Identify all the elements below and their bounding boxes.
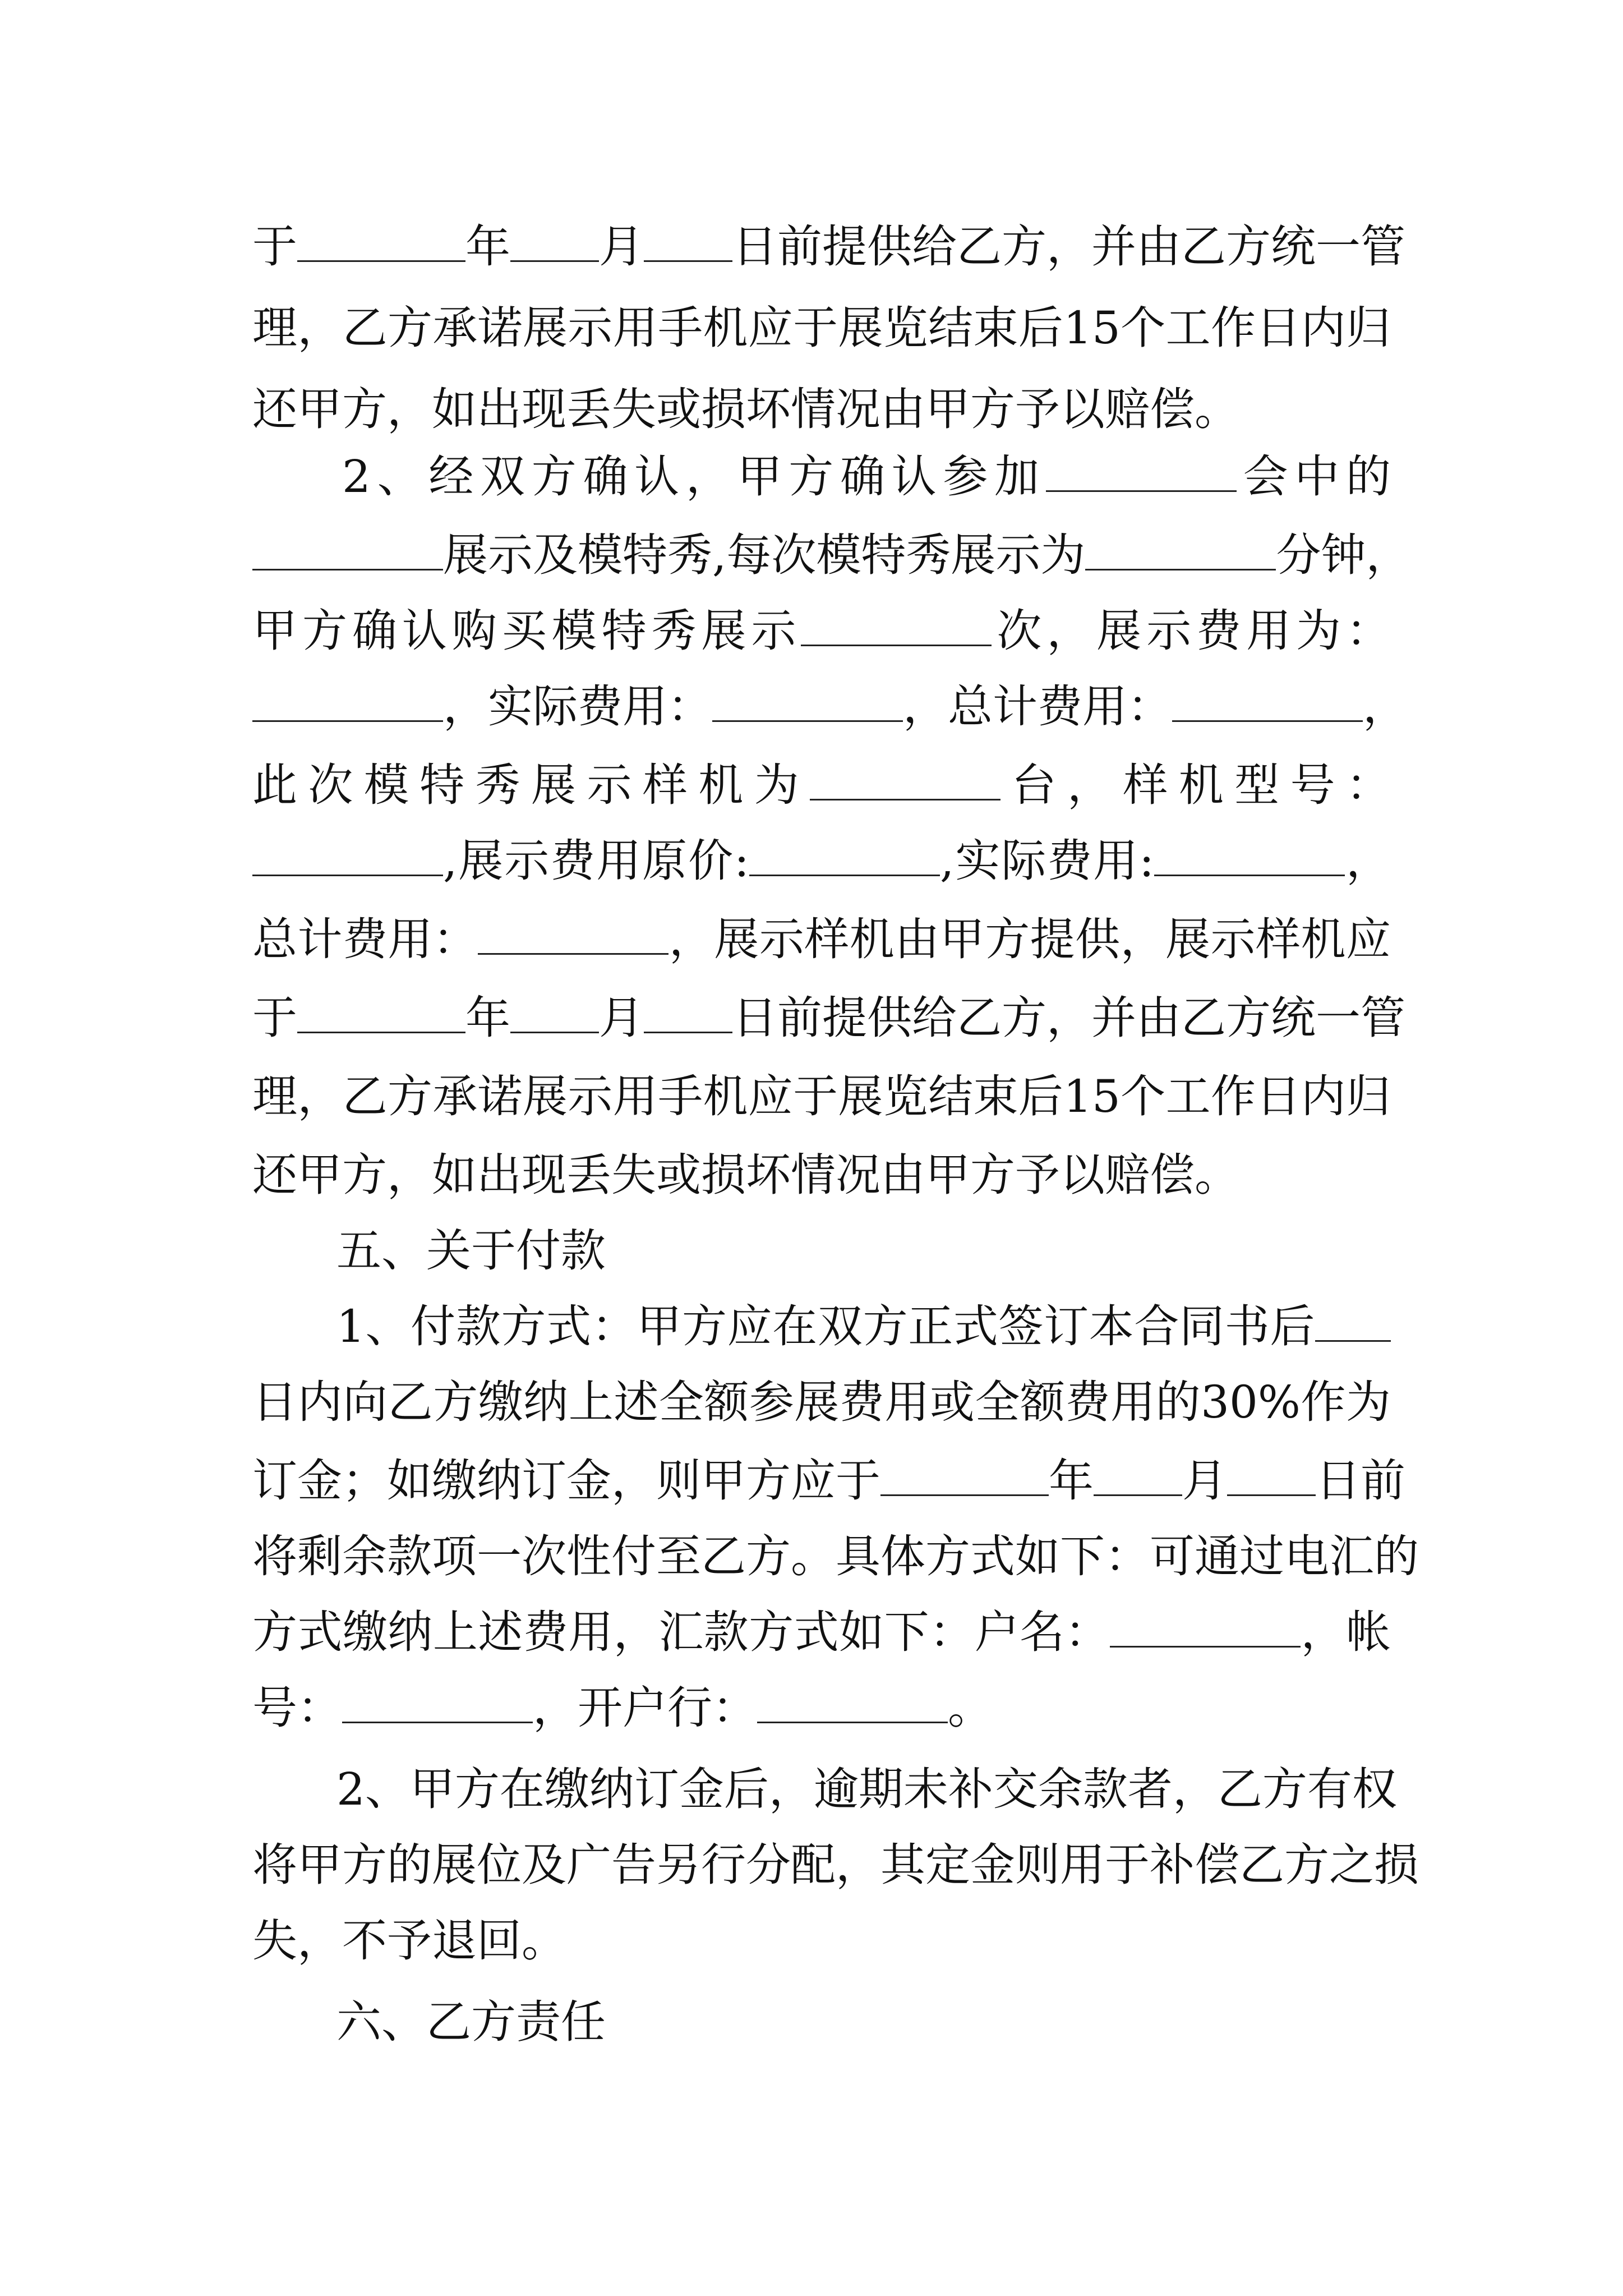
month-blank[interactable] bbox=[510, 990, 599, 1033]
text-line: 于 年 月 日前提供给乙方，并由乙方统一管 bbox=[252, 984, 1391, 1052]
total-blank[interactable] bbox=[478, 912, 668, 955]
bank-blank[interactable] bbox=[757, 1680, 948, 1723]
product-blank[interactable] bbox=[252, 527, 443, 570]
year-blank[interactable] bbox=[880, 1453, 1049, 1496]
units-blank[interactable] bbox=[810, 757, 1000, 800]
section-heading: 五、关于付款 bbox=[336, 1225, 606, 1277]
model-blank[interactable] bbox=[252, 833, 443, 876]
text-line: 理，乙方承诺展示用手机应于展览结束后15个工作日内归 bbox=[252, 302, 1391, 354]
text-line: 将剩余款项一次性付至乙方。具体方式如下：可通过电汇的 bbox=[252, 1530, 1419, 1582]
text-line: 甲方确认购买模特秀展示 次，展示费用为： bbox=[252, 597, 1391, 665]
text-line: 展示及模特秀,每次模特秀展示为 分钟， bbox=[252, 522, 1391, 589]
text-line: 将甲方的展位及广告另行分配，其定金则用于补偿乙方之损 bbox=[252, 1839, 1419, 1891]
month-blank[interactable] bbox=[1094, 1453, 1182, 1496]
text-line: 订金；如缴纳订金，则甲方应于 年 月 日前 bbox=[252, 1447, 1391, 1515]
text-line: ,展示费用原价: ,实际费用: ， bbox=[252, 827, 1391, 895]
text-line: 于 年 月 日前提供给乙方，并由乙方统一管 bbox=[252, 213, 1391, 280]
text-line: 此次模特秀展示样机为 台，样机型号： bbox=[252, 752, 1391, 819]
text-line: 还甲方，如出现丢失或损坏情况由甲方予以赔偿。 bbox=[252, 1149, 1239, 1201]
fee-blank[interactable] bbox=[252, 679, 443, 722]
total-fee-blank[interactable] bbox=[1172, 679, 1363, 722]
days-blank[interactable] bbox=[1315, 1299, 1391, 1342]
day-blank[interactable] bbox=[644, 219, 732, 262]
account-name-blank[interactable] bbox=[1110, 1604, 1301, 1648]
year-blank[interactable] bbox=[297, 990, 465, 1033]
text-line: 2、经双方确认，甲方确认参加 会中的 bbox=[342, 443, 1391, 510]
account-number-blank[interactable] bbox=[342, 1680, 533, 1723]
section-heading: 六、乙方责任 bbox=[336, 1996, 606, 2048]
times-blank[interactable] bbox=[801, 603, 992, 646]
text-line: 日内向乙方缴纳上述全额参展费用或全额费用的30%作为 bbox=[252, 1376, 1391, 1428]
minutes-blank[interactable] bbox=[1085, 527, 1276, 570]
month-blank[interactable] bbox=[510, 219, 599, 262]
text-line: ，实际费用： ，总计费用： ， bbox=[252, 673, 1408, 740]
text-line: 总计费用： ，展示样机由甲方提供，展示样机应 bbox=[252, 906, 1391, 973]
day-blank[interactable] bbox=[1227, 1453, 1316, 1496]
exhibition-name-blank[interactable] bbox=[1046, 449, 1237, 492]
actual-fee-blank[interactable] bbox=[712, 679, 903, 722]
text-line: 2、甲方在缴纳订金后，逾期未补交余款者，乙方有权 bbox=[336, 1763, 1397, 1815]
text-line: 方式缴纳上述费用，汇款方式如下：户名： ，帐 bbox=[252, 1599, 1391, 1666]
actual-price-blank[interactable] bbox=[1154, 833, 1345, 876]
text-line: 理，乙方承诺展示用手机应于展览结束后15个工作日内归 bbox=[252, 1070, 1391, 1122]
text-line: 还甲方，如出现丢失或损坏情况由甲方予以赔偿。 bbox=[252, 383, 1239, 435]
original-price-blank[interactable] bbox=[749, 833, 940, 876]
text-line: 失，不予退回。 bbox=[252, 1915, 566, 1967]
day-blank[interactable] bbox=[644, 990, 732, 1033]
text-line: 号： ，开户行： 。 bbox=[252, 1674, 1391, 1742]
year-blank[interactable] bbox=[297, 219, 465, 262]
text-line: 1、付款方式：甲方应在双方正式签订本合同书后 bbox=[336, 1293, 1391, 1360]
